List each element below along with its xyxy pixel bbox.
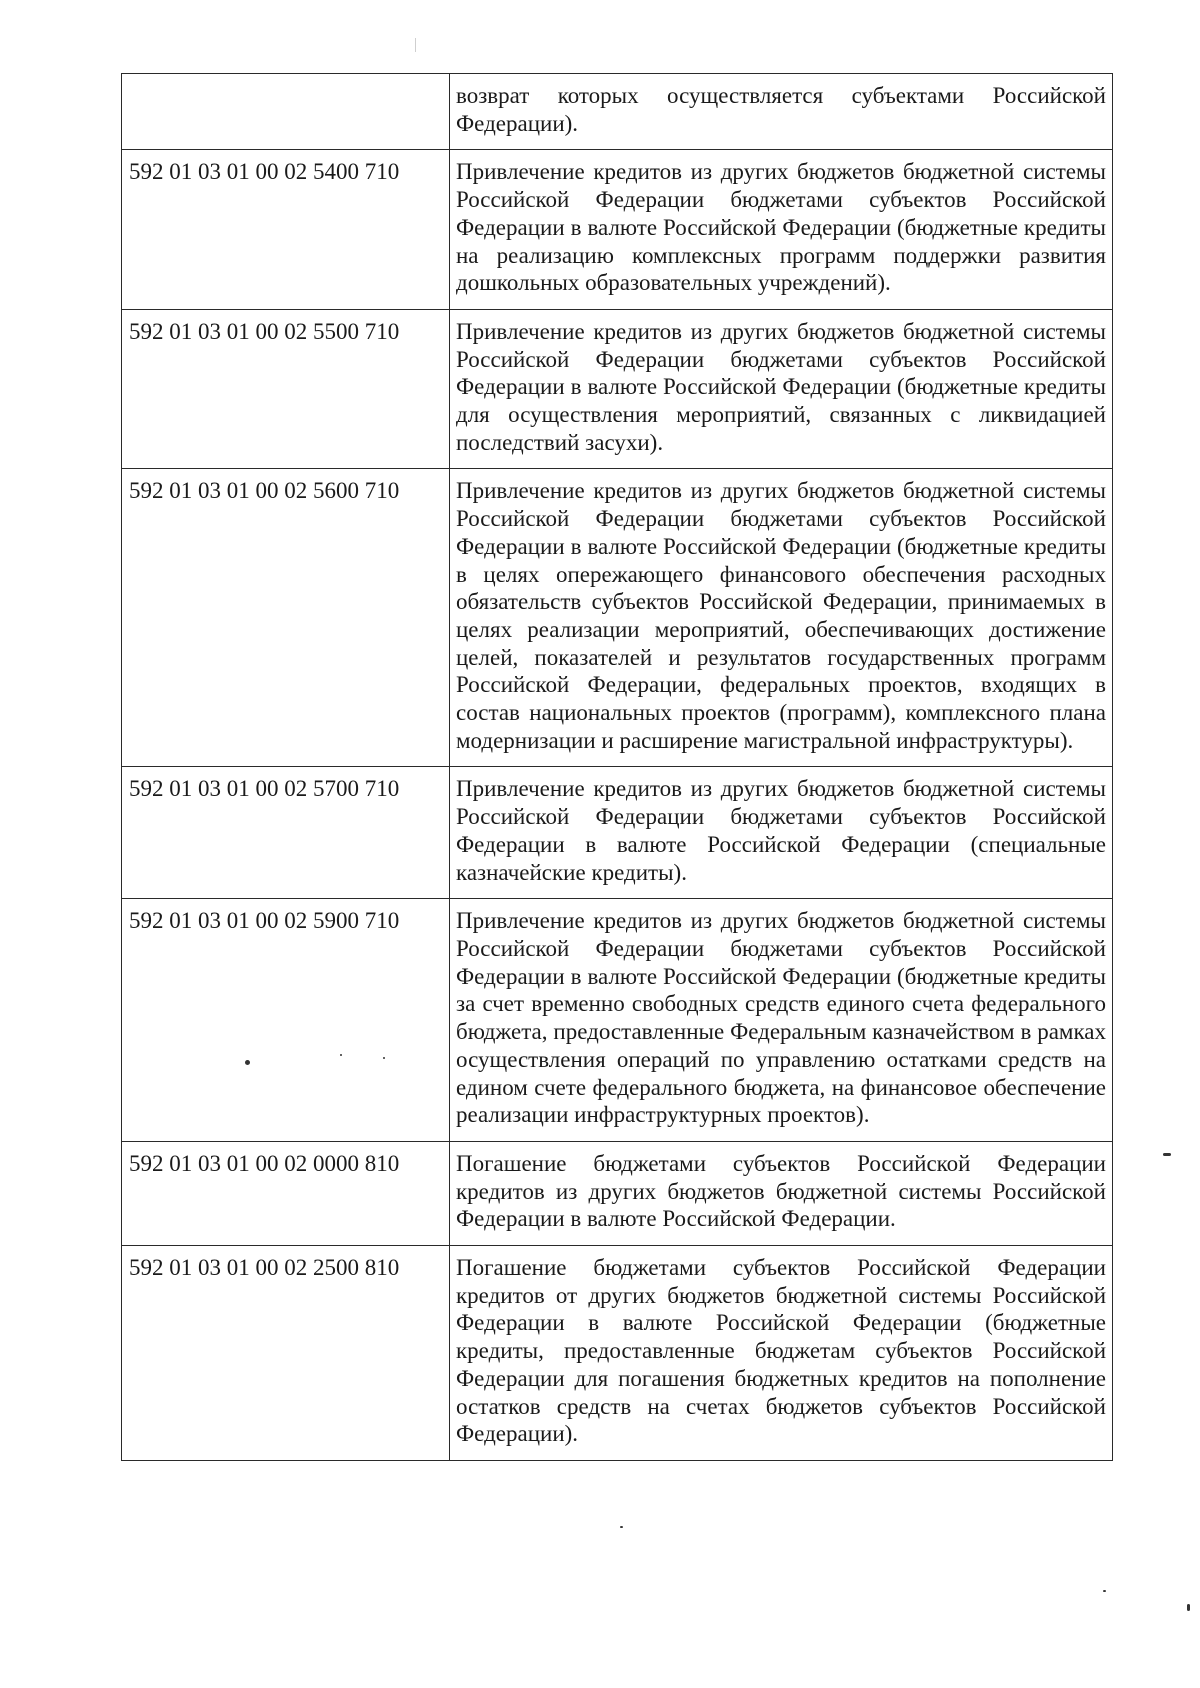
description-cell: Погашение бюджетами субъектов Российской Федерации кредитов от других бюджетов бюджетной системы Российской Федерации в валюте Российской Федерации (бюджетные кредиты, предоставленные бюджетам субъектов Российской Федерации для погашения бюджетных кредитов на пополнение остатков средств на счетах бюджетов субъектов Российской Федерации).	[450, 1246, 1113, 1461]
table-row	[122, 74, 1113, 150]
description-cell: Погашение бюджетами субъектов Российской Федерации кредитов из других бюджетов бюджетной системы Российской Федерации в валюте Российской Федерации.	[450, 1141, 1113, 1245]
scan-speck	[340, 1054, 342, 1056]
description-cell: Привлечение кредитов из других бюджетов бюджетной системы Российской Федерации бюджетами субъектов Российской Федерации в валюте Российской Федерации (специальные казначейские кредиты).	[450, 767, 1113, 899]
table-row	[122, 309, 1113, 469]
table-row	[122, 469, 1113, 767]
table-row	[122, 899, 1113, 1142]
scan-speck	[1187, 1604, 1190, 1611]
scan-speck	[1103, 1590, 1106, 1592]
table-row	[122, 1246, 1113, 1461]
code-cell	[122, 74, 450, 150]
scan-speck	[383, 1057, 385, 1059]
description-cell: Привлечение кредитов из других бюджетов бюджетной системы Российской Федерации бюджетами субъектов Российской Федерации в валюте Российской Федерации (бюджетные кредиты для осуществления мероприятий, связанных с ликвидацией последствий засухи).	[450, 309, 1113, 469]
code-cell: 592 01 03 01 00 02 5700 710	[122, 767, 450, 899]
scan-speck	[245, 1060, 250, 1065]
code-cell: 592 01 03 01 00 02 5900 710	[122, 899, 450, 1142]
page-edge-mark	[415, 38, 416, 52]
code-cell: 592 01 03 01 00 02 5500 710	[122, 309, 450, 469]
table-row	[122, 767, 1113, 899]
description-cell: возврат которых осуществляется субъектами Российской Федерации).	[450, 74, 1113, 150]
code-cell: 592 01 03 01 00 02 2500 810	[122, 1246, 450, 1461]
scan-speck	[1163, 1153, 1171, 1156]
code-cell: 592 01 03 01 00 02 5400 710	[122, 150, 450, 310]
code-cell: 592 01 03 01 00 02 5600 710	[122, 469, 450, 767]
table-row	[122, 1141, 1113, 1245]
description-cell: Привлечение кредитов из других бюджетов бюджетной системы Российской Федерации бюджетами субъектов Российской Федерации в валюте Российской Федерации (бюджетные кредиты на реализацию комплексных программ поддержки развития дошкольных образовательных учреждений).	[450, 150, 1113, 310]
table-body	[122, 74, 1113, 1461]
description-cell: Привлечение кредитов из других бюджетов бюджетной системы Российской Федерации бюджетами субъектов Российской Федерации в валюте Российской Федерации (бюджетные кредиты за счет временно свободных средств единого счета федерального бюджета, предоставленные Федеральным казначейством в рамках осуществления операций по управлению остатками средств на едином счете федерального бюджета, на финансовое обеспечение реализации инфраструктурных проектов).	[450, 899, 1113, 1142]
scan-speck	[620, 1526, 623, 1528]
code-cell: 592 01 03 01 00 02 0000 810	[122, 1141, 450, 1245]
table-row	[122, 150, 1113, 310]
budget-codes-table	[121, 73, 1113, 1461]
description-cell: Привлечение кредитов из других бюджетов бюджетной системы Российской Федерации бюджетами субъектов Российской Федерации в валюте Российской Федерации (бюджетные кредиты в целях опережающего финансового обеспечения расходных обязательств субъектов Российской Федерации, принимаемых в целях реализации мероприятий, обеспечивающих достижение целей, показателей и результатов государственных программ Российской Федерации, федеральных проектов, входящих в состав национальных проектов (программ), комплексного плана модернизации и расширение магистральной инфраструктуры).	[450, 469, 1113, 767]
